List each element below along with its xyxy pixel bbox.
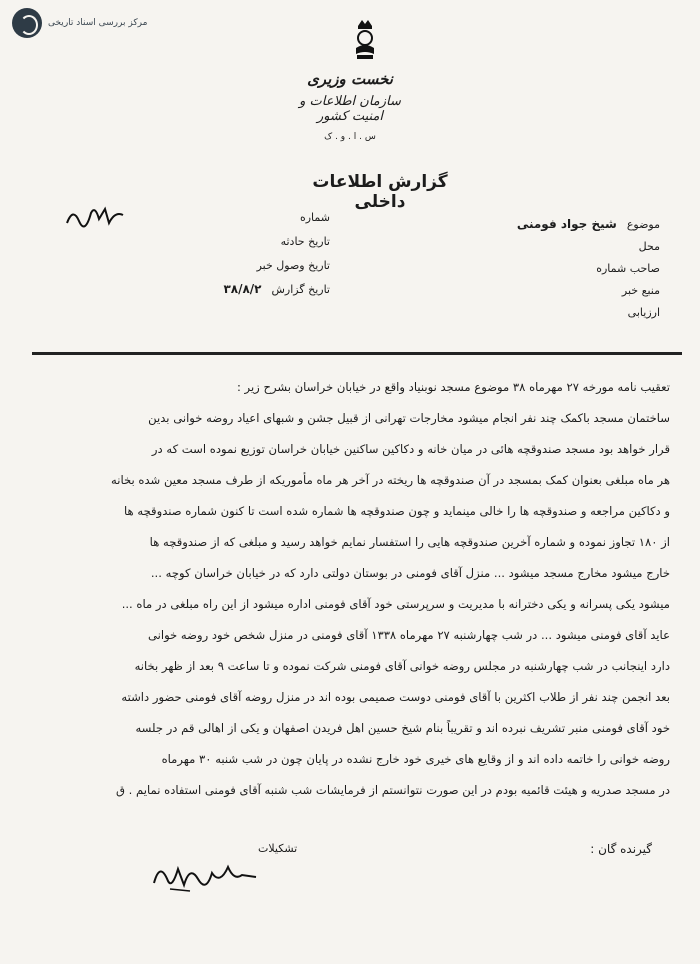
lion-and-sun-emblem-icon (352, 18, 378, 66)
meta-row-source (400, 279, 660, 301)
body-line: در مسجد صدریه و هیئت قائمیه بودم در این صورت نتوانستم از فرمایشات شب شنبه آقای فومنی استفاده نمایم . ق (115, 783, 670, 797)
meta-label: ارزیابی (627, 305, 660, 319)
body-line: بعد انجمن چند نفر از طلاب اکثرین با آقای فومنی دوست صمیمی بوده اند در منزل روضه آقای فومنی حضور داشته (121, 690, 670, 704)
organization-note: تشکیلات (258, 842, 298, 855)
meta-row-owner (400, 257, 660, 279)
meta-row-report-date (60, 277, 330, 301)
letterhead-line1: نخست وزیری (307, 70, 393, 88)
letterhead-line3: س . ا . و . ک (324, 132, 376, 142)
archive-logo-icon (12, 8, 42, 38)
meta-value: شیخ جواد فومنی (516, 217, 617, 231)
letterhead (290, 70, 410, 142)
meta-label: موضوع (626, 217, 660, 231)
meta-label: صاحب شماره (596, 261, 660, 275)
archive-watermark (12, 8, 147, 38)
body-line: از ۱۸۰ تجاوز نموده و شماره آخرین صندوقچه هایی را استفسار نمایم خواهد رسید و مبلغی که از صندوقچه ها (149, 535, 670, 549)
document-title: گزارش اطلاعات داخلی (312, 172, 448, 212)
body-line: میشود یکی پسرانه و یکی دخترانه با مدیریت و سرپرستی خود آقای فومنی اداره میشود از این راه مبلغی در ماه ... (121, 597, 670, 611)
handwritten-signature-icon (150, 855, 260, 899)
meta-row-subject (400, 213, 660, 235)
body-line: ساختمان مسجد باکمک چند نفر انجام میشود مخارجات تهرانی از قبیل جشن و شبهای اعیاد روضه خوانی بدین (148, 411, 670, 425)
meta-label: تاریخ گزارش (271, 282, 330, 296)
body-line: و دکاکین مراجعه و صندوقچه ها را خالی مینماید و چون صندوقچه ها شماره شده است تا کنون شماره صندوقچه ها (124, 504, 670, 518)
watermark-text: مرکز بررسی اسناد تاریخی (48, 18, 148, 28)
meta-row-location (400, 235, 660, 257)
body-line: روضه خوانی را خاتمه داده اند و از وقایع های خیری خود خارج نشده در پایان چون در شب شنبه ۳۰ مهرماه (161, 752, 670, 766)
body-line: قرار خواهد بود مسجد صندوقچه هائی در میان خانه و دکاکین ساکنین خیابان خراسان توزیع نموده است که در (151, 442, 670, 456)
meta-label: شماره (299, 210, 330, 224)
meta-label: محل (638, 239, 660, 253)
meta-label: تاریخ وصول خبر (256, 258, 330, 272)
meta-value: ۳۸/۸/۲ (223, 282, 262, 296)
body-line: خارج میشود مخارج مسجد میشود ... منزل آقای فومنی در بوستان دولتی دارد که در خیابان خراسان کوچه ... (150, 566, 670, 580)
body-line: دارد اینجانب در شب چهارشنبه در مجلس روضه خوانی آقای فومنی شرکت نموده و تا ساعت ۹ بعد از ظهر بخانه (134, 659, 670, 673)
meta-right-block (400, 213, 660, 323)
meta-label: تاریخ حادثه (280, 234, 330, 248)
report-body (15, 372, 670, 806)
handwritten-number-scribble-icon (65, 203, 125, 233)
body-line: تعقیب نامه مورخه ۲۷ مهرماه ۳۸ موضوع مسجد نوبنیاد واقع در خیابان خراسان بشرح زیر : (236, 380, 670, 394)
body-line: عاید آقای فومنی میشود ... در شب چهارشنبه ۲۷ مهرماه ۱۳۳۸ آقای فومنی در منزل شخص خود روضه خوانی (147, 628, 670, 642)
letterhead-line2: سازمان اطلاعات و امنیت کشور (299, 94, 401, 124)
meta-row-received-date (60, 253, 330, 277)
recipients-label: گیرنده گان : (590, 842, 652, 856)
body-line: خود آقای فومنی منبر تشریف نبرده اند و تقریباً بنام شیخ حسین اهل فریدن اصفهان و یکی از اهالی قم در جلسه (135, 721, 670, 735)
header-divider (32, 352, 682, 355)
body-line: هر ماه مبلغی بعنوان کمک بمسجد در آن صندوقچه ها ریخته در آخر هر ماه مأموریکه از طرف مسجد معین شده بخانه (111, 473, 670, 487)
meta-label: منبع خبر (621, 283, 660, 297)
meta-row-assessment (400, 301, 660, 323)
